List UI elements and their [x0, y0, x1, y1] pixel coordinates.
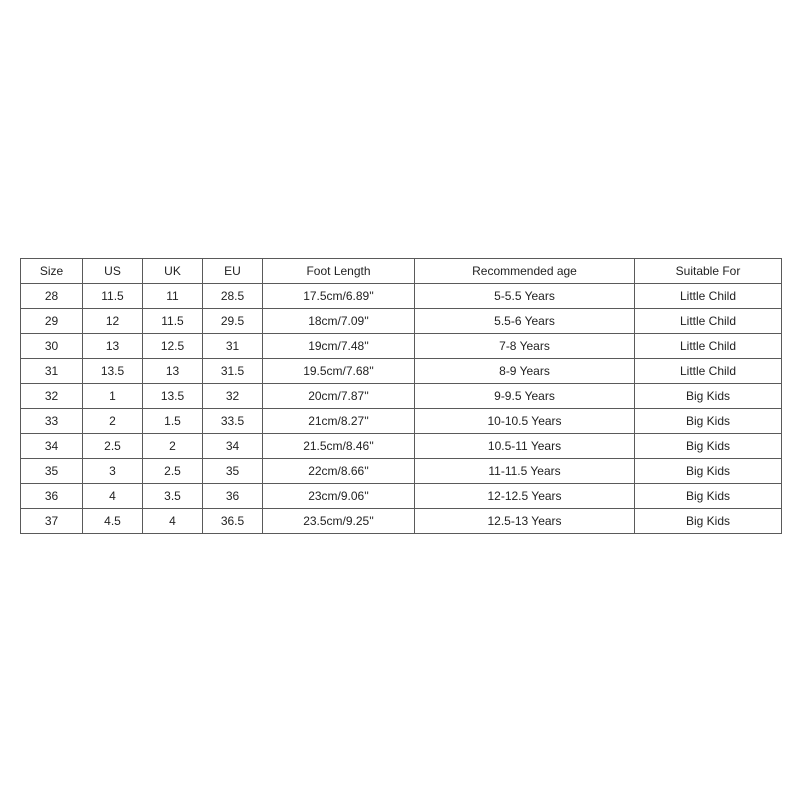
cell-suitable-for: Little Child	[635, 309, 782, 334]
cell-us: 13.5	[83, 359, 143, 384]
cell-uk: 11	[143, 284, 203, 309]
cell-size: 28	[21, 284, 83, 309]
cell-uk: 12.5	[143, 334, 203, 359]
cell-recommended-age: 10.5-11 Years	[415, 434, 635, 459]
cell-suitable-for: Big Kids	[635, 459, 782, 484]
cell-uk: 3.5	[143, 484, 203, 509]
cell-size: 29	[21, 309, 83, 334]
cell-suitable-for: Big Kids	[635, 384, 782, 409]
cell-foot-length: 22cm/8.66''	[263, 459, 415, 484]
cell-foot-length: 19.5cm/7.68''	[263, 359, 415, 384]
header-uk: UK	[143, 259, 203, 284]
cell-recommended-age: 9-9.5 Years	[415, 384, 635, 409]
table-body	[21, 284, 782, 534]
header-us: US	[83, 259, 143, 284]
cell-uk: 2	[143, 434, 203, 459]
header-size: Size	[21, 259, 83, 284]
cell-eu: 28.5	[203, 284, 263, 309]
cell-us: 12	[83, 309, 143, 334]
cell-eu: 36	[203, 484, 263, 509]
cell-foot-length: 21cm/8.27''	[263, 409, 415, 434]
cell-eu: 29.5	[203, 309, 263, 334]
cell-foot-length: 20cm/7.87''	[263, 384, 415, 409]
cell-size: 37	[21, 509, 83, 534]
cell-us: 11.5	[83, 284, 143, 309]
cell-recommended-age: 7-8 Years	[415, 334, 635, 359]
table-row	[21, 509, 782, 534]
cell-foot-length: 21.5cm/8.46''	[263, 434, 415, 459]
cell-foot-length: 19cm/7.48''	[263, 334, 415, 359]
cell-foot-length: 23.5cm/9.25''	[263, 509, 415, 534]
table-row	[21, 309, 782, 334]
cell-us: 1	[83, 384, 143, 409]
cell-us: 4.5	[83, 509, 143, 534]
cell-eu: 35	[203, 459, 263, 484]
cell-eu: 32	[203, 384, 263, 409]
cell-recommended-age: 5.5-6 Years	[415, 309, 635, 334]
cell-suitable-for: Little Child	[635, 334, 782, 359]
cell-suitable-for: Big Kids	[635, 484, 782, 509]
cell-us: 2.5	[83, 434, 143, 459]
cell-uk: 1.5	[143, 409, 203, 434]
cell-us: 4	[83, 484, 143, 509]
size-chart-table	[20, 258, 782, 534]
header-recommended-age: Recommended age	[415, 259, 635, 284]
cell-suitable-for: Little Child	[635, 284, 782, 309]
cell-foot-length: 17.5cm/6.89''	[263, 284, 415, 309]
cell-size: 31	[21, 359, 83, 384]
cell-foot-length: 23cm/9.06''	[263, 484, 415, 509]
cell-recommended-age: 8-9 Years	[415, 359, 635, 384]
cell-suitable-for: Little Child	[635, 359, 782, 384]
cell-uk: 2.5	[143, 459, 203, 484]
cell-size: 36	[21, 484, 83, 509]
cell-suitable-for: Big Kids	[635, 409, 782, 434]
cell-recommended-age: 12-12.5 Years	[415, 484, 635, 509]
table-row	[21, 484, 782, 509]
cell-recommended-age: 10-10.5 Years	[415, 409, 635, 434]
cell-uk: 4	[143, 509, 203, 534]
cell-size: 34	[21, 434, 83, 459]
cell-size: 35	[21, 459, 83, 484]
cell-uk: 13	[143, 359, 203, 384]
cell-eu: 31	[203, 334, 263, 359]
cell-size: 30	[21, 334, 83, 359]
cell-eu: 34	[203, 434, 263, 459]
table-row	[21, 409, 782, 434]
table-row	[21, 284, 782, 309]
cell-us: 3	[83, 459, 143, 484]
table-row	[21, 434, 782, 459]
header-foot-length: Foot Length	[263, 259, 415, 284]
cell-eu: 33.5	[203, 409, 263, 434]
cell-uk: 11.5	[143, 309, 203, 334]
table-row	[21, 384, 782, 409]
cell-uk: 13.5	[143, 384, 203, 409]
cell-size: 33	[21, 409, 83, 434]
table-row	[21, 459, 782, 484]
cell-suitable-for: Big Kids	[635, 434, 782, 459]
cell-recommended-age: 12.5-13 Years	[415, 509, 635, 534]
cell-eu: 31.5	[203, 359, 263, 384]
cell-suitable-for: Big Kids	[635, 509, 782, 534]
header-row	[21, 259, 782, 284]
cell-recommended-age: 11-11.5 Years	[415, 459, 635, 484]
cell-us: 2	[83, 409, 143, 434]
cell-us: 13	[83, 334, 143, 359]
cell-size: 32	[21, 384, 83, 409]
header-eu: EU	[203, 259, 263, 284]
table-row	[21, 359, 782, 384]
cell-foot-length: 18cm/7.09''	[263, 309, 415, 334]
cell-eu: 36.5	[203, 509, 263, 534]
cell-recommended-age: 5-5.5 Years	[415, 284, 635, 309]
header-suitable-for: Suitable For	[635, 259, 782, 284]
table-row	[21, 334, 782, 359]
